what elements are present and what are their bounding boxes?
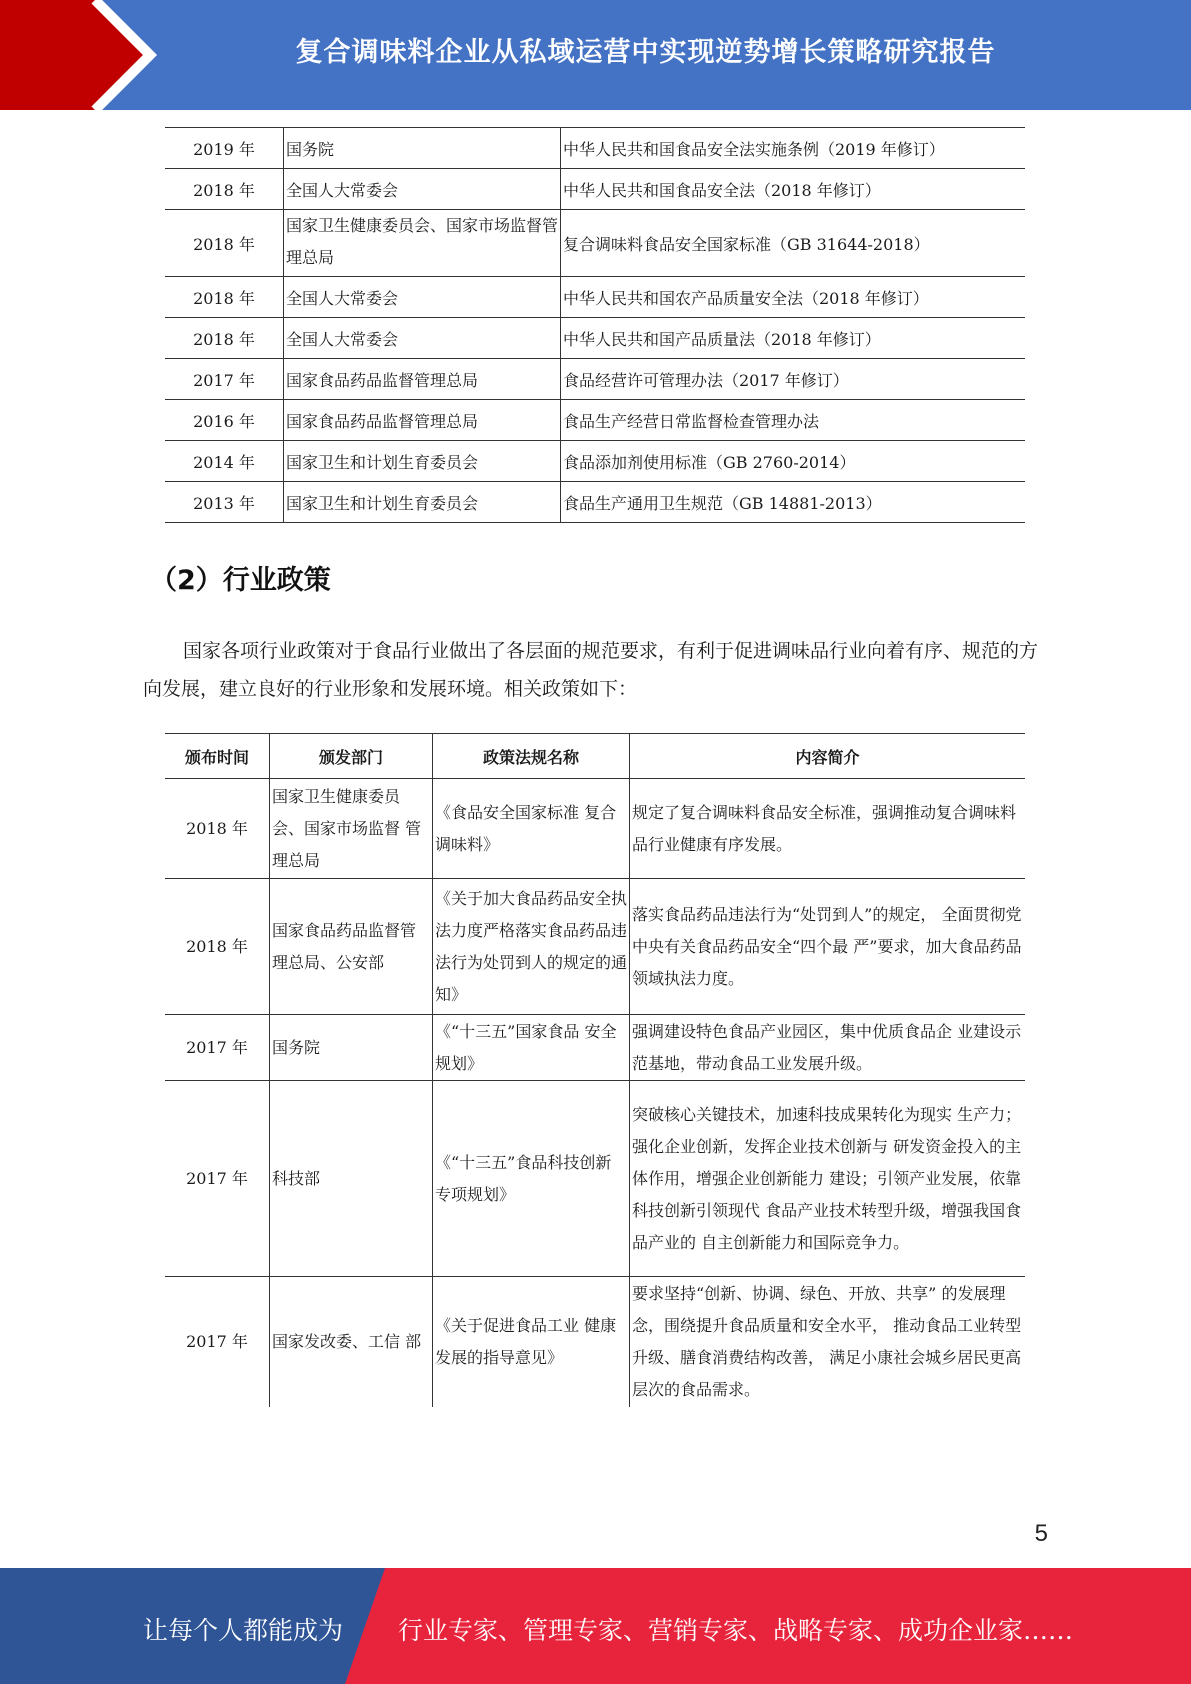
dept-cell: 国家发改委、工信 部	[270, 1277, 433, 1407]
law-name-cell: 中华人民共和国食品安全法实施条例（2019 年修订）	[561, 128, 1026, 169]
table-row	[165, 779, 1025, 879]
policy-table	[165, 733, 1025, 1407]
summary-cell: 强调建设特色食品产业园区，集中优质食品企 业建设示范基地，带动食品工业发展升级。	[630, 1015, 1026, 1081]
policy-name-cell: 《关于加大食品药品安全执法力度严格落实食品药品违法行为处罚到人的规定的通知》	[433, 879, 630, 1015]
summary-cell: 要求坚持“创新、协调、绿色、开放、共享” 的发展理念，围绕提升食品质量和安全水平， 推动食品工业转型升级、膳食消费结构改善， 满足小康社会城乡居民更高层次的食品需求。	[630, 1277, 1026, 1407]
section-heading: （2）行业政策	[150, 565, 331, 596]
column-header: 内容简介	[630, 734, 1026, 779]
year-cell: 2018 年	[165, 277, 284, 318]
dept-cell: 国家卫生健康委员会、国家市场监督管理总局	[284, 210, 561, 277]
table-row	[165, 1081, 1025, 1277]
table-row	[165, 879, 1025, 1015]
table-row	[165, 359, 1025, 400]
year-cell: 2018 年	[165, 169, 284, 210]
footer-slogan-left: 让每个人都能成为	[143, 1616, 344, 1645]
dept-cell: 全国人大常委会	[284, 277, 561, 318]
law-name-cell: 食品添加剂使用标准（GB 2760-2014）	[561, 441, 1026, 482]
table-header-row	[165, 734, 1025, 779]
year-cell: 2017 年	[165, 1015, 270, 1081]
policy-name-cell: 《关于促进食品工业 健康发展的指导意见》	[433, 1277, 630, 1407]
policy-name-cell: 《食品安全国家标准 复合调味料》	[433, 779, 630, 879]
law-name-cell: 食品生产通用卫生规范（GB 14881-2013）	[561, 482, 1026, 523]
dept-cell: 科技部	[270, 1081, 433, 1277]
table-row	[165, 169, 1025, 210]
table-row	[165, 400, 1025, 441]
dept-cell: 国家食品药品监督管理总局	[284, 400, 561, 441]
dept-cell: 国家卫生健康委员会、国家市场监督 管理总局	[270, 779, 433, 879]
dept-cell: 全国人大常委会	[284, 318, 561, 359]
year-cell: 2018 年	[165, 210, 284, 277]
column-header: 颁发部门	[270, 734, 433, 779]
dept-cell: 国家卫生和计划生育委员会	[284, 441, 561, 482]
column-header: 政策法规名称	[433, 734, 630, 779]
summary-cell: 落实食品药品违法行为“处罚到人”的规定， 全面贯彻党中央有关食品药品安全“四个最 严”要求，加大食品药品领域执法力度。	[630, 879, 1026, 1015]
year-cell: 2018 年	[165, 879, 270, 1015]
year-cell: 2017 年	[186, 1331, 248, 1351]
dept-cell: 全国人大常委会	[284, 169, 561, 210]
table-row	[165, 1015, 1025, 1081]
year-cell: 2019 年	[165, 128, 284, 169]
section-paragraph: 国家各项行业政策对于食品行业做出了各层面的规范要求，有利于促进调味品行业向着有序、规范的方向发展，建立良好的行业形象和发展环境。相关政策如下：	[143, 640, 1039, 700]
table-row	[165, 441, 1025, 482]
header-arrow-decoration	[0, 0, 160, 110]
report-title: 复合调味料企业从私域运营中实现逆势增长策略研究报告	[295, 37, 996, 68]
policy-name-cell: 《“十三五”国家食品 安全规划》	[433, 1015, 630, 1081]
year-cell: 2017 年	[165, 359, 284, 400]
page-number: 5	[1034, 1520, 1048, 1547]
law-name-cell: 中华人民共和国农产品质量安全法（2018 年修订）	[561, 277, 1026, 318]
year-cell: 2018 年	[165, 779, 270, 879]
page-header	[0, 0, 1191, 110]
year-cell: 2013 年	[165, 482, 284, 523]
law-name-cell: 复合调味料食品安全国家标准（GB 31644-2018）	[561, 210, 1026, 277]
law-name-cell: 中华人民共和国产品质量法（2018 年修订）	[561, 318, 1026, 359]
summary-cell: 突破核心关键技术，加速科技成果转化为现实 生产力；强化企业创新，发挥企业技术创新与 研发资金投入的主体作用，增强企业创新能力 建设；引领产业发展，依靠科技创新引领现代 食品产业技术转型升级，增强我国食品产业的 自主创新能力和国际竞争力。	[630, 1081, 1026, 1277]
law-name-cell: 中华人民共和国食品安全法（2018 年修订）	[561, 169, 1026, 210]
table-row	[165, 128, 1025, 169]
summary-cell: 规定了复合调味料食品安全标准，强调推动复合调味料品行业健康有序发展。	[630, 779, 1026, 879]
table-row	[165, 277, 1025, 318]
year-cell: 2014 年	[165, 441, 284, 482]
table-row	[165, 482, 1025, 523]
year-cell: 2016 年	[165, 400, 284, 441]
year-cell: 2017 年	[165, 1081, 270, 1277]
dept-cell: 国务院	[270, 1015, 433, 1081]
year-cell: 2018 年	[165, 318, 284, 359]
page-footer	[0, 1568, 1191, 1684]
dept-cell: 国务院	[284, 128, 561, 169]
law-name-cell: 食品生产经营日常监督检查管理办法	[561, 400, 1026, 441]
dept-cell: 国家卫生和计划生育委员会	[284, 482, 561, 523]
law-table	[165, 127, 1025, 523]
dept-cell: 国家食品药品监督管理总局、公安部	[270, 879, 433, 1015]
table-row	[165, 210, 1025, 277]
law-name-cell: 食品经营许可管理办法（2017 年修订）	[561, 359, 1026, 400]
policy-name-cell: 《“十三五”食品科技创新专项规划》	[433, 1081, 630, 1277]
footer-slogan-right: 行业专家、管理专家、营销专家、战略专家、成功企业家……	[398, 1616, 1074, 1645]
dept-cell: 国家食品药品监督管理总局	[284, 359, 561, 400]
column-header: 颁布时间	[165, 734, 270, 779]
table-row	[165, 318, 1025, 359]
table-row	[165, 1277, 1025, 1407]
